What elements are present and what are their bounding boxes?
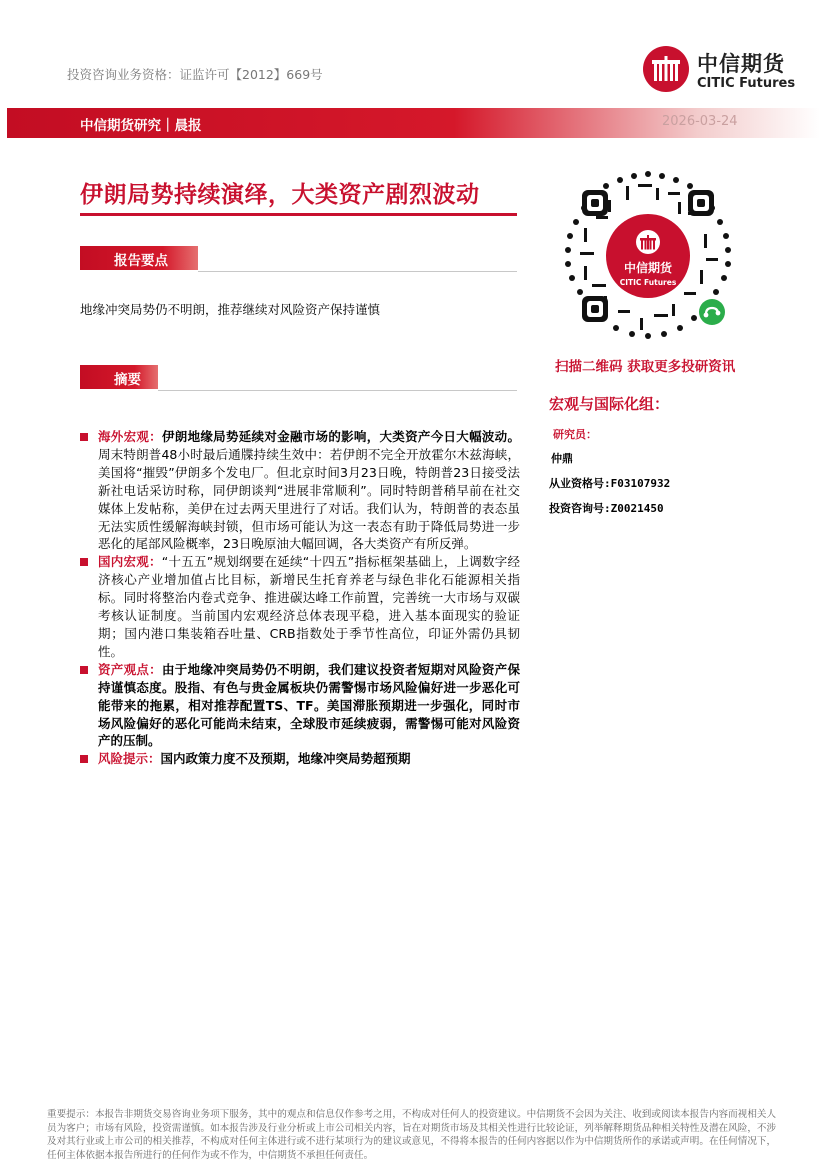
paragraph-risk-warning [80, 750, 520, 768]
paragraph-text: “十五五”规划纲要在延续“十四五”指标框架基础上，上调数字经济核心产业增加值占比目标，新增民生托育养老与绿色非化石能源相关指标。同时将整治内卷式竞争、推进碳达峰工作前置，完善统一大市场与双碳考核认证制度。当前国内宏观经济总体表现平稳，进入基本面现实的验证期；国内港口集装箱吞吐量、CRB指数处于季节性高位，印证外需仍具韧性。 [98, 554, 520, 659]
report-date: 2026-03-24 [662, 114, 738, 129]
mini-program-qr-code[interactable] [560, 168, 736, 344]
report-title: 伊朗局势持续演绎，大类资产剧烈波动 [80, 182, 480, 208]
company-logo [643, 46, 803, 98]
logo-name-en: CITIC Futures [697, 76, 796, 91]
paragraph-head: 海外宏观： [98, 429, 162, 444]
investment-consulting-number: 投资咨询号:Z0021450 [549, 502, 664, 515]
bullet-icon [80, 558, 88, 566]
qr-logo-en: CITIC Futures [619, 278, 677, 287]
researcher-role-label: 研究员： [553, 428, 597, 441]
license-text: 投资咨询业务资格：证监许可【2012】669号 [67, 67, 323, 82]
paragraph-lead: 伊朗地缘局势延续对金融市场的影响，大类资产今日大幅波动。 [161, 429, 520, 444]
paragraph-overseas-macro [80, 428, 520, 553]
citic-logo-icon [643, 46, 689, 92]
paragraph-lead: 由于地缘冲突局势仍不明朗，我们建议投资者短期对风险资产保持谨慎态度。股指、有色与贵金属板块仍需警惕市场风险偏好进一步恶化可能带来的拖累，相对推荐配置TS、TF。美国滞胀预期进一步强化，同时市场风险偏好的恶化可能尚未结束，全球股市延续疲弱，需警惕可能对风险资产的压制。 [98, 661, 520, 749]
title-underline [80, 213, 517, 216]
researcher-name: 仲鼎 [551, 452, 573, 465]
abstract-body [80, 428, 520, 768]
paragraph-lead: 国内政策力度不及预期，地缘冲突局势超预期 [160, 751, 411, 767]
bullet-icon [80, 433, 88, 441]
paragraph-head: 风险提示： [98, 751, 161, 767]
section-key-points-label: 报告要点 [114, 253, 168, 269]
paragraph-asset-view [80, 661, 520, 751]
key-points-text: 地缘冲突局势仍不明朗，推荐继续对风险资产保持谨慎 [80, 302, 381, 317]
logo-name-cn: 中信期货 [697, 52, 785, 76]
qr-logo-cn: 中信期货 [623, 261, 673, 275]
section-rule [198, 271, 517, 272]
bullet-icon [80, 666, 88, 674]
paragraph-text: 周末特朗普48小时最后通牒持续生效中：若伊朗不完全开放霍尔木兹海峡，美国将“摧毁”伊朗多个发电厂。但北京时间3月23日晚，特朗普23日接受法新社电话采访时称，同伊朗谈判“进展非常顺利”。同时特朗普稍早前在社交媒体上发帖称，美伊在过去两天里进行了对话。我们认为，特朗普的表态虽无法实质性缓解海峡封锁，但市场可能认为这一表态有助于降低局势进一步恶化的尾部风险概率，23日晚原油大幅回调，各大类资产有所反弹。 [98, 446, 520, 552]
qualification-number: 从业资格号:F03107932 [549, 477, 671, 490]
paragraph-domestic-macro [80, 553, 520, 660]
qr-caption: 扫描二维码 获取更多投研资讯 [555, 359, 736, 375]
research-group-name: 宏观与国际化组： [549, 395, 670, 413]
paragraph-head: 国内宏观： [98, 554, 162, 570]
section-abstract-label: 摘要 [114, 372, 141, 388]
section-rule [158, 390, 517, 391]
mini-program-icon [699, 299, 725, 325]
paragraph-head: 资产观点： [98, 661, 162, 677]
disclaimer-text: 重要提示：本报告非期货交易咨询业务项下服务，其中的观点和信息仅作参考之用，不构成对任何人的投资建议。中信期货不会因为关注、收到或阅读本报告内容而视相关人员为客户；市场有风险，投资需谨慎。如本报告涉及行业分析或上市公司相关内容，旨在对期货市场及其相关性进行比较论证，列举解释期货品种相关特性及潜在风险，不涉及对其行业或上市公司的相关推荐，不构成对任何主体进行或不进行某项行为的建议或意见，不得将本报告的任何内容据以作为中信期货所作的承诺或声明。在任何情况下，任何主体依据本报告所进行的任何作为或不作为，中信期货不承担任何责任。 [47, 1109, 777, 1161]
bullet-icon [80, 755, 88, 763]
header-bar-title: 中信期货研究｜晨报 [80, 118, 202, 134]
